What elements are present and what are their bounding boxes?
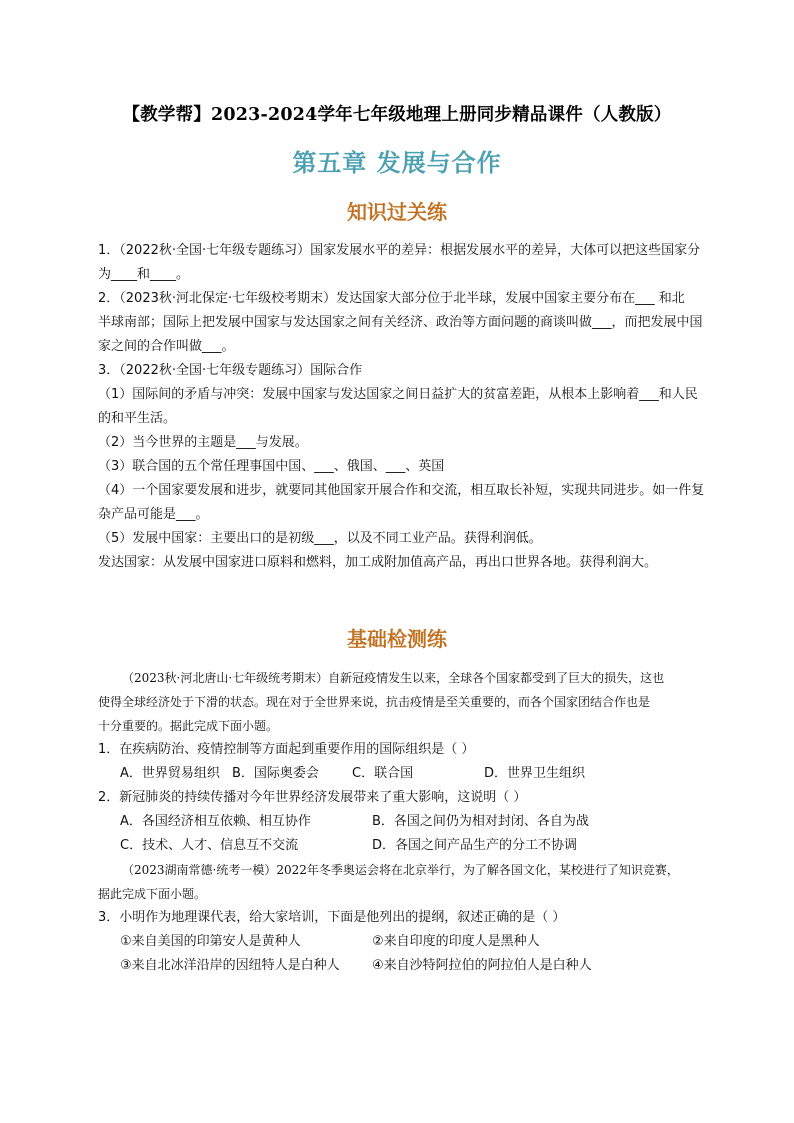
passage-line: 十分重要的。据此完成下面小题。 [98, 719, 279, 733]
text-line: 杂产品可能是___。 [98, 507, 209, 522]
question-2-options-row-2 [98, 834, 724, 858]
text-line: （2）当今世界的主题是___与发展。 [98, 435, 308, 450]
option-a: A．世界贸易组织 [120, 766, 220, 781]
passage-2 [98, 858, 724, 906]
option-d: D．各国之间产品生产的分工不协调 [372, 838, 578, 853]
text-line: 的和平生活。 [98, 411, 177, 426]
text-line: 半球南部；国际上把发展中国家与发达国家之间有关经济、政治等方面问题的商谈叫做___，而把发展中国 [98, 315, 703, 330]
basic-test-section [98, 666, 724, 978]
option-b: B．国际奥委会 [232, 766, 319, 781]
passage-line: （2023秋·河北唐山·七年级统考期末）自新冠疫情发生以来，全球各个国家都受到了巨大的损失，这也 [122, 671, 665, 685]
statement-1: ①来自美国的印第安人是黄种人 [120, 934, 301, 949]
option-c: C．技术、人才、信息互不交流 [120, 838, 299, 853]
text-line: （4）一个国家要发展和进步，就要同其他国家开展合作和交流，相互取长补短，实现共同进步。如一件复 [98, 483, 705, 498]
option-d: D．世界卫生组织 [484, 766, 586, 781]
question-2-options-row-1 [98, 810, 724, 834]
passage-1 [98, 666, 724, 738]
text-line: 为____和____。 [98, 267, 190, 282]
option-c: C．联合国 [352, 766, 414, 781]
option-b: B．各国之间仍为相对封闭、各自为战 [372, 814, 589, 829]
section-title-knowledge: 知识过关练 [347, 200, 447, 224]
text-line: （3）联合国的五个常任理事国中国、___、俄国、___、英国 [98, 459, 445, 474]
text-line: 2．（2023秋·河北保定·七年级校考期末）发达国家大部分位于北半球，发展中国家主要分布在___ 和北 [98, 291, 685, 306]
statement-4: ④来自沙特阿拉伯的阿拉伯人是白种人 [372, 958, 592, 973]
passage-line: （2023湖南常德·统考一模）2022年冬季奥运会将在北京举行，为了解各国文化，某校进行了知识竞赛， [122, 863, 679, 877]
question-3-statements-row-1 [98, 930, 724, 954]
document-header: 【教学帮】2023-2024学年七年级地理上册同步精品课件（人教版） [122, 105, 672, 125]
passage-line: 据此完成下面小题。 [98, 887, 207, 901]
question-3-stem: 3．小明作为地理课代表，给大家培训，下面是他列出的提纲，叙述正确的是（ ） [98, 910, 566, 925]
text-line: 家之间的合作叫做___。 [98, 339, 235, 354]
text-line: 发达国家：从发展中国家进口原料和燃料，加工成附加值高产品，再出口世界各地。获得利润大。 [98, 555, 658, 570]
text-line: 1．（2022秋·全国·七年级专题练习）国家发展水平的差异：根据发展水平的差异，大体可以把这些国家分 [98, 243, 701, 258]
question-3-statements-row-2 [98, 954, 724, 978]
text-line: （5）发展中国家：主要出口的是初级___，以及不同工业产品。获得利润低。 [98, 531, 542, 546]
knowledge-section [98, 239, 724, 575]
statement-3: ③来自北冰洋沿岸的因纽特人是白种人 [120, 958, 340, 973]
text-line: 3．（2022秋·全国·七年级专题练习）国际合作 [98, 363, 363, 378]
question-1-stem: 1．在疾病防治、疫情控制等方面起到重要作用的国际组织是（ ） [98, 742, 475, 757]
question-1-options [98, 762, 724, 786]
text-line: （1）国际间的矛盾与冲突：发展中国家与发达国家之间日益扩大的贫富差距，从根本上影响着___和人民 [98, 387, 698, 402]
question-2-stem: 2．新冠肺炎的持续传播对今年世界经济发展带来了重大影响，这说明（ ） [98, 790, 527, 805]
option-a: A．各国经济相互依赖、相互协作 [120, 814, 311, 829]
statement-2: ②来自印度的印度人是黑种人 [372, 934, 540, 949]
passage-line: 使得全球经济处于下滑的状态。现在对于全世界来说，抗击疫情是至关重要的，而各个国家团结合作也是 [98, 695, 651, 709]
section-title-basic: 基础检测练 [347, 627, 447, 651]
chapter-title: 第五章 发展与合作 [292, 149, 502, 177]
